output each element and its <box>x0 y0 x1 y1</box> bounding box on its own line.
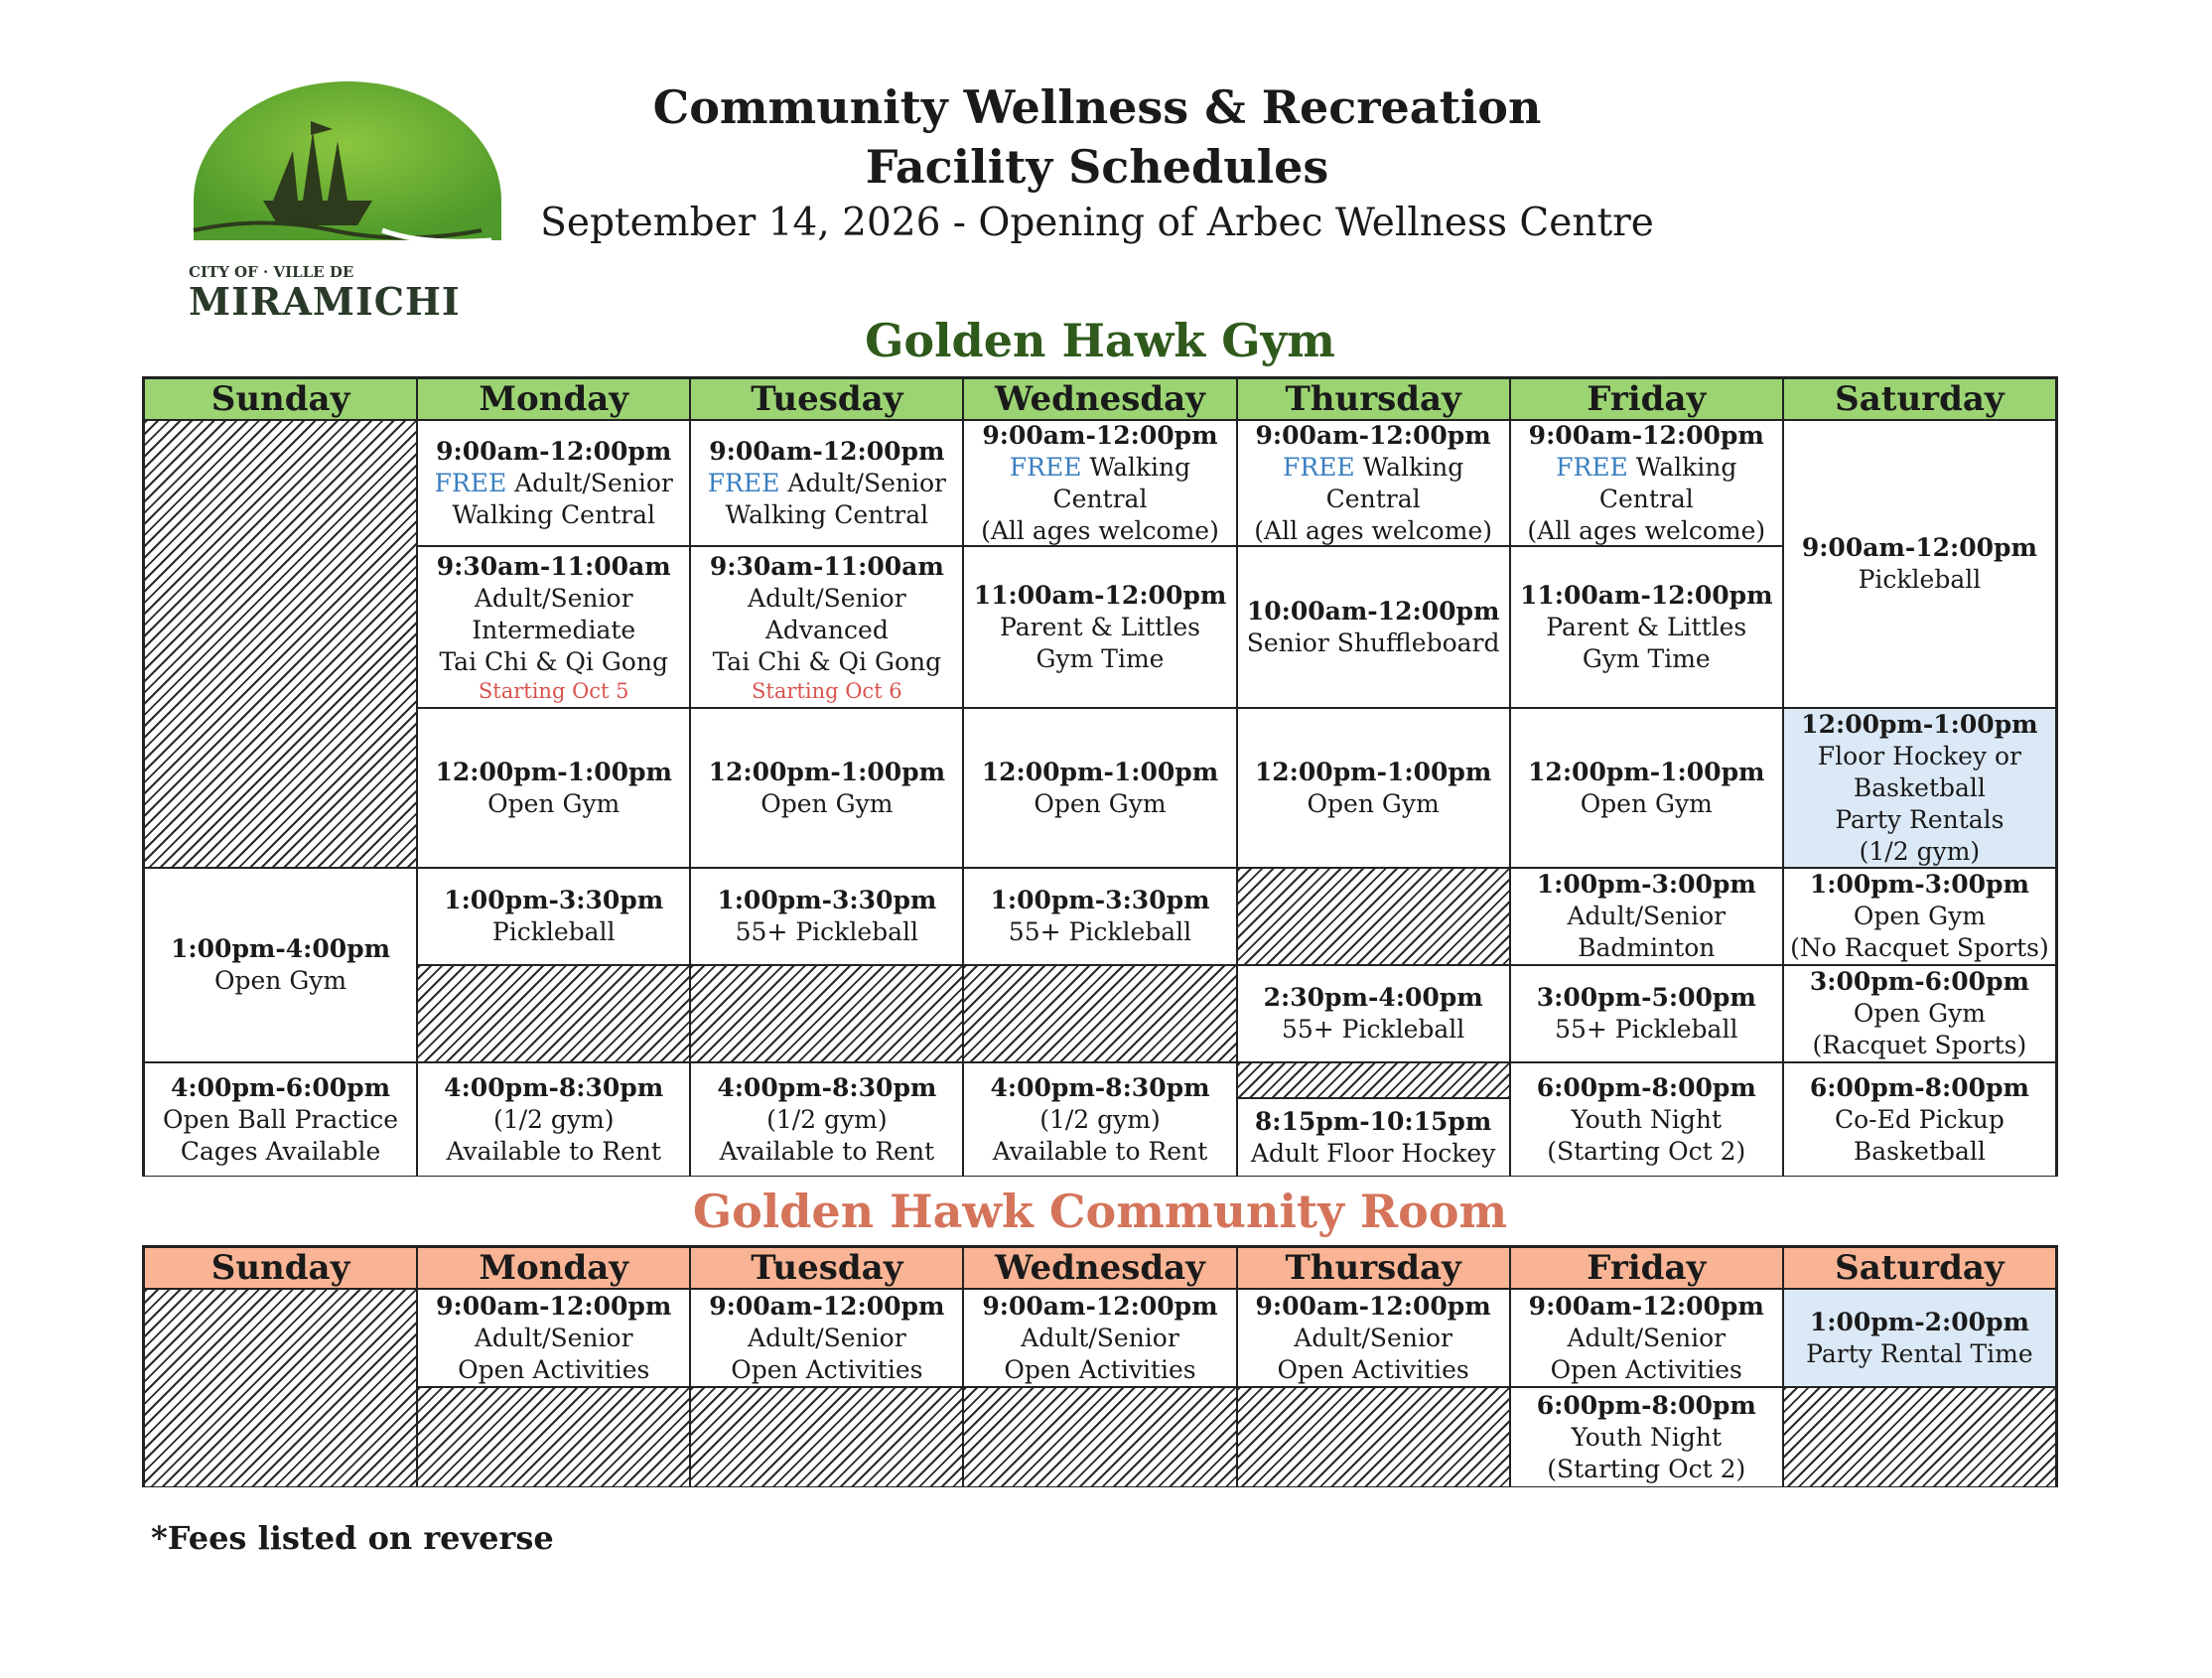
schedule-cell: 11:00am-12:00pm Parent & Littles Gym Time <box>1511 547 1782 707</box>
page-subtitle: September 14, 2026 - Opening of Arbec Wellness Centre <box>540 201 1654 245</box>
schedule-cell: 1:00pm-3:00pm Adult/Senior Badminton <box>1511 869 1782 964</box>
header-saturday: Saturday <box>1784 379 2055 419</box>
gym-section-title: Golden Hawk Gym <box>865 314 1335 367</box>
schedule-cell: 9:00am-12:00pm Adult/Senior Open Activities <box>418 1290 689 1386</box>
header-sunday: Sunday <box>145 379 416 419</box>
schedule-cell: 9:30am-11:00am Adult/Senior Intermediate Tai Chi & Qi Gong Starting Oct 5 <box>418 547 689 707</box>
split-cell <box>1238 1063 1509 1176</box>
schedule-cell: 9:00am-12:00pm FREE Walking Central (All ages welcome) <box>1511 421 1782 545</box>
schedule-cell: 9:00am-12:00pm FREE Adult/Senior Walking Central <box>418 421 689 545</box>
fees-footnote: *Fees listed on reverse <box>151 1519 554 1557</box>
free-label: FREE <box>1282 452 1355 482</box>
schedule-cell: 1:00pm-4:00pm Open Gym <box>145 869 416 1061</box>
unavailable-block <box>1784 1388 2055 1486</box>
schedule-cell: 10:00am-12:00pm Senior Shuffleboard <box>1238 547 1509 707</box>
schedule-cell: 4:00pm-6:00pm Open Ball Practice Cages Available <box>145 1063 416 1176</box>
unavailable-block <box>1238 869 1509 964</box>
schedule-cell: 6:00pm-8:00pm Co-Ed Pickup Basketball <box>1784 1063 2055 1176</box>
start-date-note: Starting Oct 5 <box>478 678 629 703</box>
header-thursday: Thursday <box>1238 379 1509 419</box>
unavailable-block <box>145 1290 416 1486</box>
schedule-cell: 1:00pm-3:30pm 55+ Pickleball <box>691 869 962 964</box>
page-title-line1: Community Wellness & Recreation <box>652 80 1542 134</box>
schedule-cell: 9:00am-12:00pm Adult/Senior Open Activities <box>1511 1290 1782 1386</box>
community-room-schedule-table <box>142 1245 2058 1487</box>
unavailable-block <box>691 966 962 1061</box>
header-tuesday: Tuesday <box>691 1248 962 1288</box>
header-sunday: Sunday <box>145 1248 416 1288</box>
header-friday: Friday <box>1511 379 1782 419</box>
schedule-cell: 8:15pm-10:15pm Adult Floor Hockey <box>1238 1099 1509 1176</box>
schedule-cell-highlighted: 12:00pm-1:00pm Floor Hockey or Basketball Party Rentals (1/2 gym) <box>1784 709 2055 867</box>
header-monday: Monday <box>418 379 689 419</box>
schedule-cell: 11:00am-12:00pm Parent & Littles Gym Time <box>964 547 1235 707</box>
schedule-cell: 1:00pm-3:30pm 55+ Pickleball <box>964 869 1235 964</box>
city-logo <box>184 81 511 320</box>
unavailable-block <box>418 1388 689 1486</box>
header-wednesday: Wednesday <box>964 1248 1235 1288</box>
free-label: FREE <box>434 468 507 497</box>
unavailable-block <box>691 1388 962 1486</box>
free-label: FREE <box>707 468 780 497</box>
header-friday: Friday <box>1511 1248 1782 1288</box>
free-label: FREE <box>1009 452 1082 482</box>
unavailable-block <box>1238 1063 1509 1097</box>
schedule-cell: 9:00am-12:00pm Adult/Senior Open Activities <box>1238 1290 1509 1386</box>
schedule-cell: 12:00pm-1:00pm Open Gym <box>964 709 1235 867</box>
schedule-cell: 1:00pm-3:30pm Pickleball <box>418 869 689 964</box>
gym-schedule-table <box>142 376 2058 1177</box>
page-title-line2: Facility Schedules <box>865 140 1329 194</box>
schedule-cell: 4:00pm-8:30pm (1/2 gym) Available to Rent <box>418 1063 689 1176</box>
schedule-cell: 9:30am-11:00am Adult/Senior Advanced Tai Chi & Qi Gong Starting Oct 6 <box>691 547 962 707</box>
schedule-cell: 3:00pm-6:00pm Open Gym (Racquet Sports) <box>1784 966 2055 1061</box>
header-tuesday: Tuesday <box>691 379 962 419</box>
schedule-cell: 9:00am-12:00pm Adult/Senior Open Activities <box>964 1290 1235 1386</box>
schedule-cell: 12:00pm-1:00pm Open Gym <box>1511 709 1782 867</box>
header-saturday: Saturday <box>1784 1248 2055 1288</box>
schedule-cell: 12:00pm-1:00pm Open Gym <box>1238 709 1509 867</box>
free-label: FREE <box>1556 452 1628 482</box>
logo-line2: MIRAMICHI <box>189 279 461 320</box>
header-wednesday: Wednesday <box>964 379 1235 419</box>
schedule-cell: 12:00pm-1:00pm Open Gym <box>418 709 689 867</box>
unavailable-block <box>964 1388 1235 1486</box>
header-monday: Monday <box>418 1248 689 1288</box>
schedule-cell: 12:00pm-1:00pm Open Gym <box>691 709 962 867</box>
schedule-cell: 1:00pm-3:00pm Open Gym (No Racquet Sports) <box>1784 869 2055 964</box>
schedule-cell: 4:00pm-8:30pm (1/2 gym) Available to Rent <box>691 1063 962 1176</box>
schedule-cell: 4:00pm-8:30pm (1/2 gym) Available to Rent <box>964 1063 1235 1176</box>
schedule-cell-highlighted: 1:00pm-2:00pm Party Rental Time <box>1784 1290 2055 1386</box>
unavailable-block <box>1238 1388 1509 1486</box>
schedule-cell: 6:00pm-8:00pm Youth Night (Starting Oct 2) <box>1511 1063 1782 1176</box>
start-date-note: Starting Oct 6 <box>752 678 902 703</box>
schedule-cell: 3:00pm-5:00pm 55+ Pickleball <box>1511 966 1782 1061</box>
schedule-cell: 9:00am-12:00pm FREE Adult/Senior Walking Central <box>691 421 962 545</box>
unavailable-block <box>418 966 689 1061</box>
schedule-cell: 9:00am-12:00pm FREE Walking Central (All ages welcome) <box>1238 421 1509 545</box>
community-room-section-title: Golden Hawk Community Room <box>692 1185 1508 1238</box>
schedule-cell: 9:00am-12:00pm Adult/Senior Open Activities <box>691 1290 962 1386</box>
schedule-cell: 9:00am-12:00pm Pickleball <box>1784 421 2055 707</box>
unavailable-block <box>145 421 416 867</box>
unavailable-block <box>964 966 1235 1061</box>
schedule-cell: 2:30pm-4:00pm 55+ Pickleball <box>1238 966 1509 1061</box>
schedule-cell: 6:00pm-8:00pm Youth Night (Starting Oct 2) <box>1511 1388 1782 1486</box>
header-thursday: Thursday <box>1238 1248 1509 1288</box>
schedule-cell: 9:00am-12:00pm FREE Walking Central (All ages welcome) <box>964 421 1235 545</box>
logo-line1: CITY OF · VILLE DE <box>189 263 354 281</box>
